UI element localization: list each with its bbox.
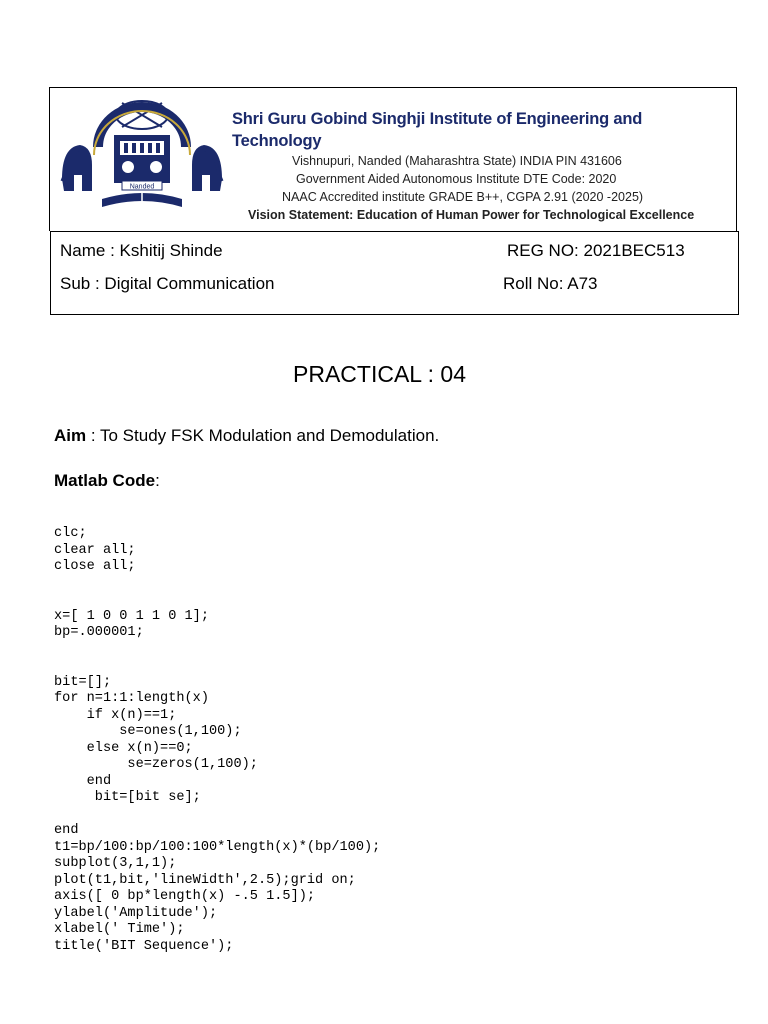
student-name: Kshitij Shinde bbox=[119, 241, 223, 260]
code-line: se=ones(1,100); bbox=[54, 724, 242, 739]
code-line: clear all; bbox=[54, 542, 136, 558]
reg-no-row bbox=[507, 241, 685, 261]
student-name-row bbox=[60, 241, 223, 261]
code-heading bbox=[54, 471, 160, 491]
logo-caption: Nanded bbox=[129, 183, 155, 191]
subject-name: Digital Communication bbox=[104, 274, 275, 293]
institute-address: Vishnupuri, Nanded (Maharashtra State) INDIA PIN 431606 bbox=[292, 154, 622, 168]
code-line bbox=[54, 642, 380, 659]
matlab-code-block bbox=[54, 526, 380, 955]
code-line: clc; bbox=[54, 526, 87, 541]
code-heading-colon: : bbox=[155, 471, 160, 490]
institute-name: Shri Guru Gobind Singhji Institute of Engineering and Technology bbox=[232, 110, 643, 150]
code-line bbox=[54, 658, 380, 675]
code-line: subplot(3,1,1); bbox=[54, 856, 177, 871]
name-label: Name : bbox=[60, 241, 120, 260]
code-line: close all; bbox=[54, 559, 136, 574]
institute-accreditation: NAAC Accredited institute GRADE B++, CGPA 2.91 (2020 -2025) bbox=[282, 190, 644, 204]
reg-label: REG NO: bbox=[507, 241, 584, 260]
code-line: end bbox=[54, 823, 79, 838]
reg-number: 2021BEC513 bbox=[583, 241, 685, 260]
aim-line bbox=[54, 426, 439, 446]
aim-text: To Study FSK Modulation and Demodulation. bbox=[100, 426, 440, 445]
roll-number: A73 bbox=[567, 274, 598, 293]
code-line bbox=[54, 592, 380, 609]
code-line: ylabel('Amplitude'); bbox=[54, 905, 218, 921]
institute-logo bbox=[58, 95, 226, 213]
code-line: se=zeros(1,100); bbox=[54, 757, 258, 772]
institute-header bbox=[232, 108, 702, 224]
code-heading-label: Matlab Code bbox=[54, 471, 156, 490]
code-line: bp=.000001; bbox=[54, 625, 144, 640]
code-line bbox=[54, 576, 380, 593]
code-line: t1=bp/100:bp/100:100*length(x)*(bp/100); bbox=[54, 839, 381, 855]
code-line bbox=[54, 807, 380, 824]
institute-status: Government Aided Autonomous Institute DTE Code: 2020 bbox=[296, 172, 617, 186]
code-line: plot(t1,bit,'lineWidth',2.5);grid on; bbox=[54, 872, 356, 888]
aim-separator: : bbox=[86, 426, 100, 445]
roll-no-row bbox=[503, 274, 598, 294]
subject-row bbox=[60, 274, 275, 294]
code-line: xlabel(' Time'); bbox=[54, 922, 185, 937]
roll-label: Roll No: bbox=[503, 274, 568, 293]
code-line: bit=[]; bbox=[54, 674, 112, 690]
aim-label: Aim bbox=[54, 426, 87, 445]
practical-title: PRACTICAL : 04 bbox=[293, 361, 466, 387]
code-line: bit=[bit se]; bbox=[54, 790, 201, 805]
code-line: axis([ 0 bp*length(x) -.5 1.5]); bbox=[54, 889, 316, 904]
code-line: x=[ 1 0 0 1 1 0 1]; bbox=[54, 608, 209, 624]
code-line: if x(n)==1; bbox=[54, 707, 177, 723]
code-line: title('BIT Sequence'); bbox=[54, 938, 234, 954]
subject-label: Sub : bbox=[60, 274, 105, 293]
code-line: else x(n)==0; bbox=[54, 740, 193, 756]
code-line: end bbox=[54, 773, 112, 789]
institute-vision: Vision Statement: Education of Human Power for Technological Excellence bbox=[248, 208, 695, 222]
code-line: for n=1:1:length(x) bbox=[54, 691, 209, 706]
